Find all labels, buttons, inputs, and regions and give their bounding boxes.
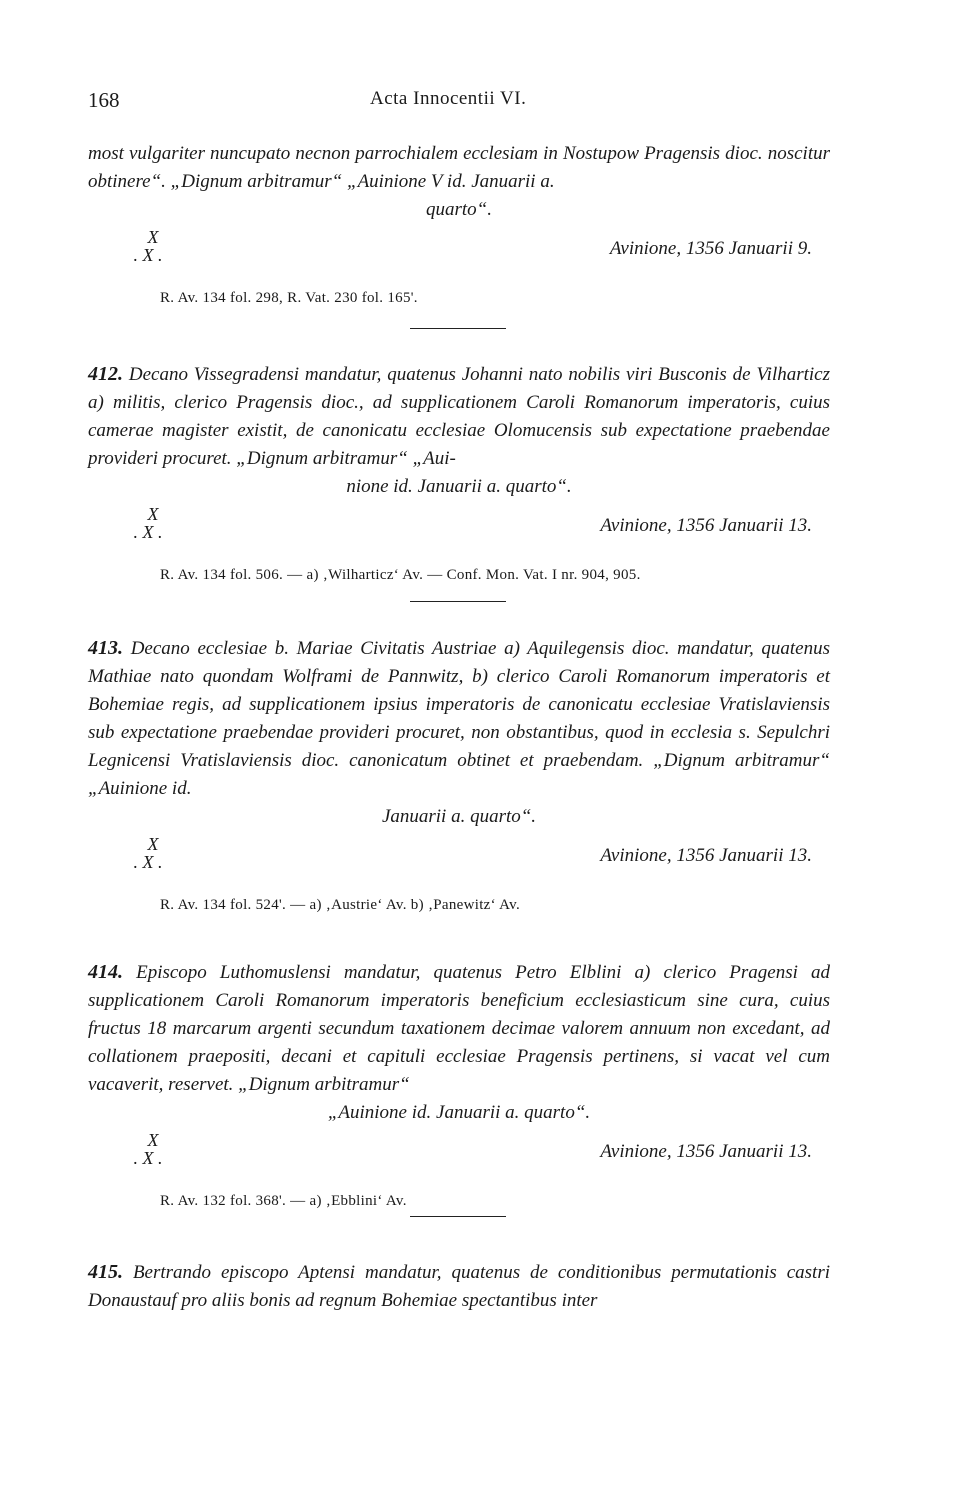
page-number: 168	[88, 88, 120, 112]
entry-last-line: nione id. Januarii a. quarto“.	[346, 476, 572, 497]
entry-413	[88, 634, 830, 914]
entry-last-line: „Auinione id. Januarii a. quarto“.	[327, 1102, 591, 1123]
intro-block	[88, 140, 830, 307]
x-mark: X . X .	[133, 227, 163, 265]
section-divider	[410, 1216, 506, 1217]
entry-source: R. Av. 134 fol. 524'. — a) ‚Austrie‘ Av. b) ‚Panewitz‘ Av.	[160, 897, 521, 913]
entry-source: R. Av. 132 fol. 368'. — a) ‚Ebblini‘ Av.	[160, 1193, 407, 1209]
x-mark: X . X .	[133, 834, 163, 872]
intro-source: R. Av. 134 fol. 298, R. Vat. 230 fol. 165'.	[160, 290, 418, 306]
intro-date-row	[88, 228, 830, 272]
entry-number: 414.	[88, 961, 123, 983]
entry-number: 415.	[88, 1261, 123, 1283]
entry-text: 412. Decano Vissegradensi mandatur, quatenus Johanni nato nobilis viri Busconis de Vilharticz a) militis, clerico Pragensis dioc., ad supplicationem Caroli Romanorum imperatoris, cuius camerae magister existit, de canonicatu ecclesiae Olomucensis sub expectatione praebendae provideri procuret. „Dignum arbitramur“ „Aui-	[88, 363, 831, 469]
x-mark: X . X .	[133, 504, 163, 542]
entry-last-line: Januarii a. quarto“.	[381, 806, 537, 827]
entry-date-row	[88, 1131, 830, 1175]
entry-source: R. Av. 134 fol. 506. — a) ‚Wilharticz‘ Av. — Conf. Mon. Vat. I nr. 904, 905.	[160, 567, 641, 583]
intro-last-line: quarto“.	[426, 199, 492, 220]
entry-date: Avinione, 1356 Januarii 13.	[600, 515, 812, 536]
x-mark: X . X .	[133, 1130, 163, 1168]
entry-415	[88, 1258, 830, 1315]
running-title: Acta Innocentii VI.	[370, 88, 527, 109]
entry-text: 413. Decano ecclesiae b. Mariae Civitatis Austriae a) Aquilegensis dioc. mandatur, quatenus Mathiae nato quondam Wolframi de Pannwitz, b) clerico Caroli Romanorum imperatoris et Bohemiae regis, ad supplicationem ipsius imperatoris de canonicatu ecclesiae Vratislaviensis sub expectatione praebendae provideri procuret, non obstantibus, quod in ecclesia s. Sepulchri Legnicensi Vratislaviensis dioc. canonicatum obtinet et praebendam. „Dignum arbitramur“ „Auinione id.	[88, 637, 831, 799]
section-divider	[410, 601, 506, 602]
page-header	[0, 88, 960, 118]
entry-date-row	[88, 505, 830, 549]
entry-date: Avinione, 1356 Januarii 13.	[600, 845, 812, 866]
intro-text: most vulgariter nuncupato necnon parrochialem ecclesiam in Nostupow Pragensis dioc. noscitur obtinere“. „Dignum arbitramur“ „Auinione V id. Januarii a.	[88, 143, 830, 192]
entry-text: 415. Bertrando episcopo Aptensi mandatur, quatenus de conditionibus permutationis castri Donaustauf pro aliis bonis ad regnum Bohemiae spectantibus inter	[88, 1261, 831, 1311]
entry-text: 414. Episcopo Luthomuslensi mandatur, quatenus Petro Elblini a) clerico Pragensi ad supplicationem Caroli Romanorum imperatoris beneficium ecclesiasticum sine cura, cuius fructus 18 marcarum argenti secundum taxationem decimae valorem annuum non excedant, ad collationem praepositi, decani et capituli ecclesiae Pragensis pertinens, si vacat vel cum vacaverit, reservet. „Dignum arbitramur“	[88, 961, 830, 1095]
section-divider	[410, 328, 506, 329]
entry-414	[88, 958, 830, 1210]
entry-number: 413.	[88, 637, 123, 659]
entry-date: Avinione, 1356 Januarii 13.	[600, 1141, 812, 1162]
entry-412	[88, 360, 830, 584]
entry-date-row	[88, 835, 830, 879]
entry-number: 412.	[88, 363, 123, 385]
intro-date: Avinione, 1356 Januarii 9.	[609, 238, 812, 259]
